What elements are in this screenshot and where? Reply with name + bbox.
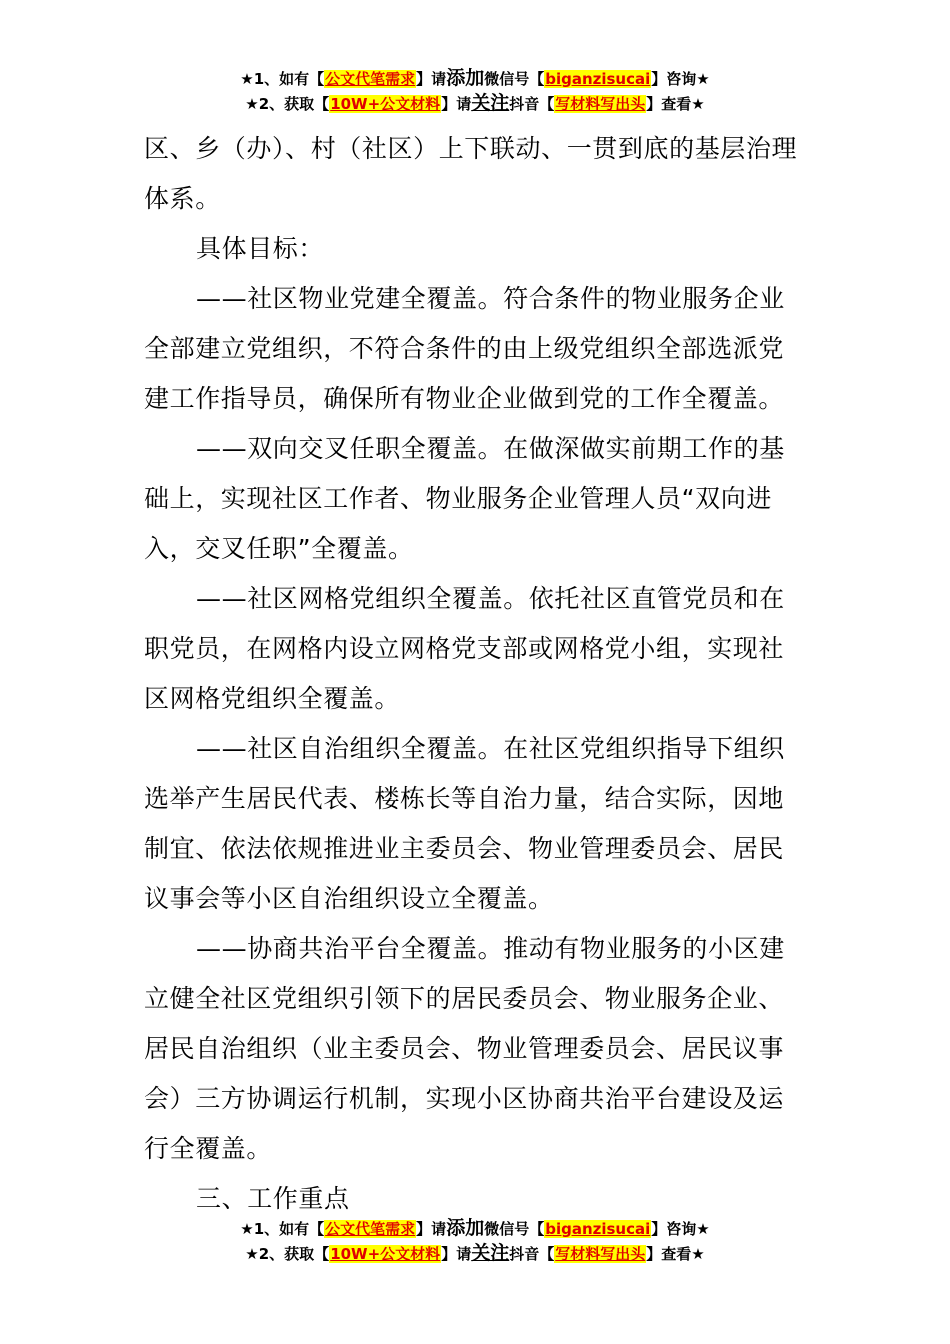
promo-highlight-service[interactable]: 公文代笔需求: [325, 70, 416, 88]
promo-text: ★2、获取【: [245, 95, 330, 113]
promo-text: ★1、如有【: [240, 1220, 325, 1238]
promo-text: 】查看★: [646, 95, 705, 113]
promo-text: ★1、如有【: [240, 70, 325, 88]
promo-highlight-wechat-id[interactable]: biganzisucai: [545, 1220, 651, 1238]
promo-highlight-wechat-id[interactable]: biganzisucai: [545, 70, 651, 88]
paragraph-goal-cross-post: ——双向交叉任职全覆盖。在做深做实前期工作的基础上，实现社区工作者、物业服务企业管理人员“双向进入，交叉任职”全覆盖。: [144, 434, 785, 563]
document-body: [144, 124, 809, 1224]
promo-text: 】咨询★: [651, 70, 710, 88]
promo-highlight-service[interactable]: 公文代笔需求: [325, 1220, 416, 1238]
paragraph-goal-property: ——社区物业党建全覆盖。符合条件的物业服务企业全部建立党组织，不符合条件的由上级党组织全部选派党建工作指导员，确保所有物业企业做到党的工作全覆盖。: [144, 284, 785, 413]
promo-text: 】请: [441, 95, 472, 113]
promo-emphasis: 关注: [471, 92, 510, 114]
promo-emphasis: 添加: [446, 67, 485, 89]
header-promo-banner: [0, 66, 950, 116]
promo-text: ★2、获取【: [245, 1245, 330, 1263]
promo-highlight-materials[interactable]: 10W+公文材料: [330, 95, 441, 113]
promo-emphasis: 关注: [471, 1242, 510, 1264]
promo-highlight-douyin[interactable]: 写材料写出头: [555, 1245, 646, 1263]
promo-text: 微信号【: [484, 1220, 545, 1238]
promo-text: 】请: [441, 1245, 472, 1263]
promo-text: 】咨询★: [651, 1220, 710, 1238]
promo-line-1: [0, 66, 950, 91]
promo-text: 微信号【: [484, 70, 545, 88]
promo-line-2: [0, 91, 950, 116]
paragraph-goals-heading: 具体目标：: [196, 234, 325, 263]
paragraph-goal-platform: ——协商共治平台全覆盖。推动有物业服务的小区建立健全社区党组织引领下的居民委员会、物业服务企业、居民自治组织（业主委员会、物业管理委员会、居民议事会）三方协调运行机制，实现小区协商共治平台建设及运行全覆盖。: [144, 934, 785, 1163]
promo-text: 】查看★: [646, 1245, 705, 1263]
paragraph-continuation: 区、乡（办）、村（社区）上下联动、一贯到底的基层治理体系。: [144, 134, 798, 213]
paragraph-goal-grid: ——社区网格党组织全覆盖。依托社区直管党员和在职党员，在网格内设立网格党支部或网格党小组，实现社区网格党组织全覆盖。: [144, 584, 785, 713]
promo-text: 抖音【: [509, 95, 555, 113]
promo-highlight-materials[interactable]: 10W+公文材料: [330, 1245, 441, 1263]
promo-text: 抖音【: [509, 1245, 555, 1263]
promo-line-1: [0, 1216, 950, 1241]
promo-text: 】请: [416, 70, 447, 88]
promo-highlight-douyin[interactable]: 写材料写出头: [555, 95, 646, 113]
paragraph-goal-autonomy: ——社区自治组织全覆盖。在社区党组织指导下组织选举产生居民代表、楼栋长等自治力量，结合实际，因地制宜、依法依规推进业主委员会、物业管理委员会、居民议事会等小区自治组织设立全覆盖。: [144, 734, 785, 913]
promo-emphasis: 添加: [446, 1217, 485, 1239]
section-heading-work-focus: 三、工作重点: [196, 1184, 350, 1213]
footer-promo-banner: [0, 1216, 950, 1266]
promo-text: 】请: [416, 1220, 447, 1238]
promo-line-2: [0, 1241, 950, 1266]
